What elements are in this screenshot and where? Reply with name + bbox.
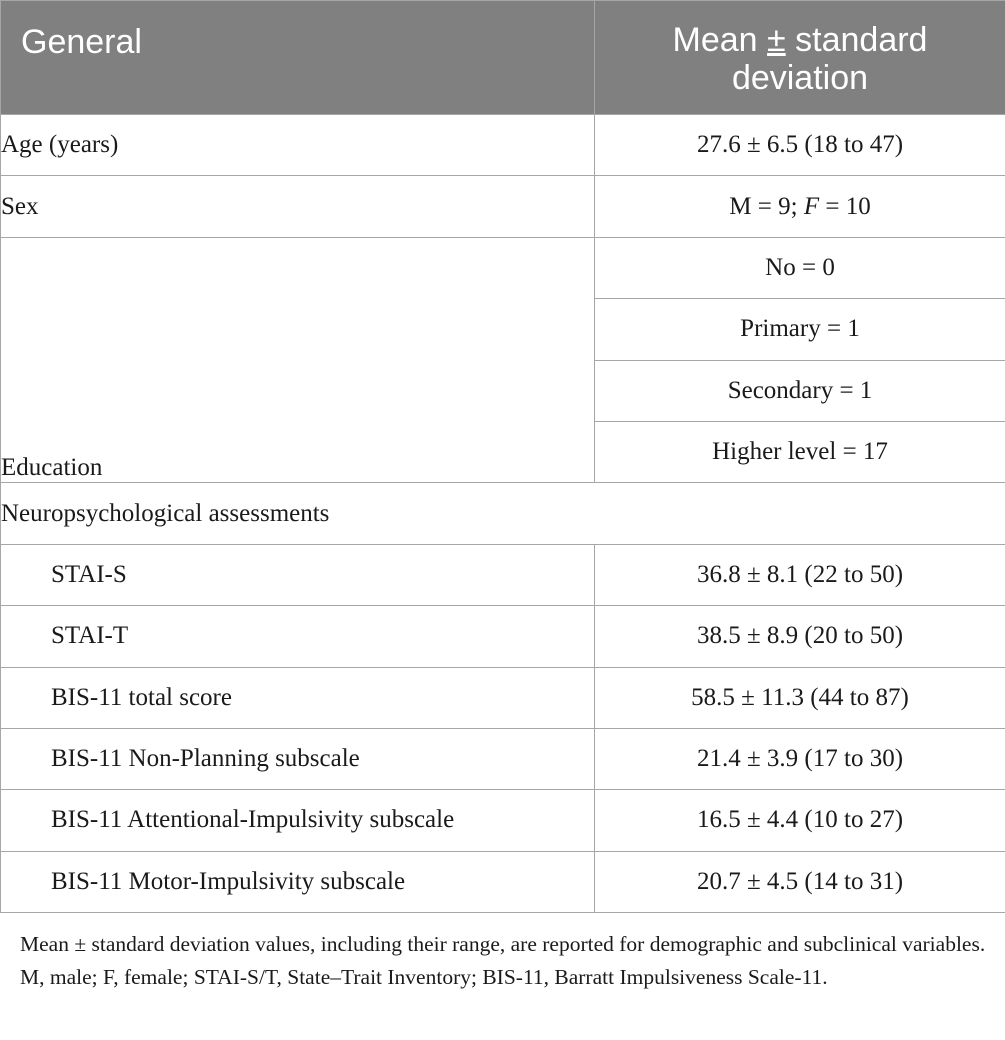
table-row xyxy=(1,606,1005,667)
header-standard: standard xyxy=(785,20,928,59)
table-row xyxy=(1,237,1005,298)
table-row xyxy=(1,851,1005,912)
table-row xyxy=(1,544,1005,605)
row-label-bis-non-planning: BIS-11 Non-Planning subscale xyxy=(1,728,595,789)
sex-male-part: M = 9; xyxy=(729,192,804,220)
table-footnote: Mean ± standard deviation values, including their range, are reported for demographic and subclinical variables. M, male; F, female; STAI-S/T, State–Trait Inventory; BIS-11, Barratt Impulsiveness Scale-11. xyxy=(20,932,986,989)
education-value: Primary = 1 xyxy=(595,299,1005,360)
education-value: No = 0 xyxy=(595,237,1005,298)
row-value-sex xyxy=(595,176,1005,237)
row-value-age: 27.6 ± 6.5 (18 to 47) xyxy=(595,115,1005,176)
row-label-sex: Sex xyxy=(1,176,595,237)
header-mean-prefix: Mean xyxy=(672,20,768,59)
education-value: Secondary = 1 xyxy=(595,360,1005,421)
section-neuropsychological: Neuropsychological assessments xyxy=(1,483,1005,544)
row-value-bis-total: 58.5 ± 11.3 (44 to 87) xyxy=(595,667,1005,728)
row-value-bis-attentional: 16.5 ± 4.4 (10 to 27) xyxy=(595,790,1005,851)
row-label-stai-s: STAI-S xyxy=(1,544,595,605)
row-value-stai-s: 36.8 ± 8.1 (22 to 50) xyxy=(595,544,1005,605)
row-label-bis-motor: BIS-11 Motor-Impulsivity subscale xyxy=(1,851,595,912)
table-row xyxy=(1,176,1005,237)
header-mean-sd xyxy=(595,1,1005,115)
row-value-bis-non-planning: 21.4 ± 3.9 (17 to 30) xyxy=(595,728,1005,789)
header-general: General xyxy=(1,1,595,115)
table-row xyxy=(1,728,1005,789)
table-row xyxy=(1,115,1005,176)
table-row xyxy=(1,483,1005,544)
row-label-education: Education xyxy=(1,237,595,483)
row-label-age: Age (years) xyxy=(1,115,595,176)
row-label-bis-attentional: BIS-11 Attentional-Impulsivity subscale xyxy=(1,790,595,851)
table-row xyxy=(1,790,1005,851)
row-label-stai-t: STAI-T xyxy=(1,606,595,667)
header-pm-symbol: ± xyxy=(767,20,786,59)
row-label-bis-total: BIS-11 total score xyxy=(1,667,595,728)
header-deviation: deviation xyxy=(731,58,869,97)
table-row xyxy=(1,667,1005,728)
sex-female-count: = 10 xyxy=(819,192,871,220)
education-value: Higher level = 17 xyxy=(595,421,1005,482)
table-header-row xyxy=(1,1,1005,115)
row-value-stai-t: 38.5 ± 8.9 (20 to 50) xyxy=(595,606,1005,667)
sex-female-letter: F xyxy=(803,192,820,220)
row-value-bis-motor: 20.7 ± 4.5 (14 to 31) xyxy=(595,851,1005,912)
